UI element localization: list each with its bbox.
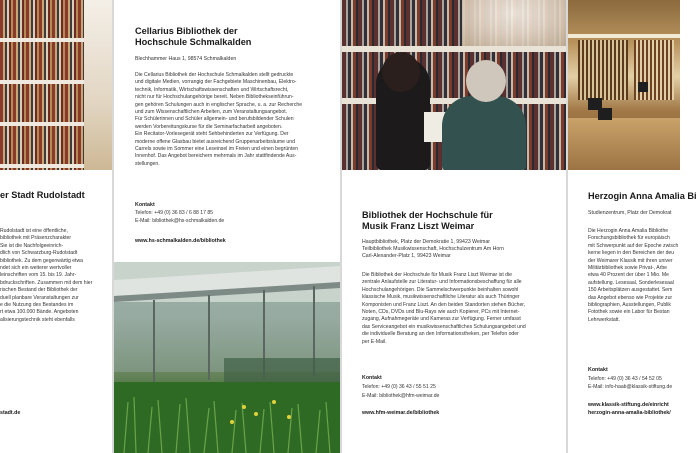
anna-amalia-title: Herzogin Anna Amalia Bi bbox=[588, 191, 697, 201]
body-line: zentrale Anlaufstelle zur Literatur- und Informationsbeschaffung für alle bbox=[362, 279, 522, 286]
body-line: Innenhof. Das Angebot bereichern mehrmals im Jahr stattfindende Aus- bbox=[135, 153, 297, 160]
body-line: das Serviceangebot ein musikwissenschaftliches Schulungsangebot und bbox=[362, 323, 526, 330]
weimar-music-url[interactable]: www.hfm-weimar.de/bibliothek bbox=[362, 410, 440, 416]
body-line: stellungen. bbox=[135, 160, 160, 167]
body-line: 150 Arbeitsplätzen ausgestattet. Sem bbox=[588, 287, 673, 294]
body-line: bibliographien, Ausstellungen, Publik bbox=[588, 302, 671, 309]
body-line: bibliothek mit Präsenzcharakter bbox=[0, 235, 72, 242]
body-line: Forschungsbibliothek für europäisch bbox=[588, 235, 670, 242]
address-line: Hauptbibliothek, Platz der Demokratie 1, 99423 Weimar bbox=[362, 239, 490, 245]
body-line: bdruckschriften. Zusammen mit dem hier bbox=[0, 279, 93, 286]
weimar-music-address bbox=[362, 239, 562, 260]
schmalkalden-address: Blechhammer Haus 1, 98574 Schmalkalden bbox=[135, 56, 237, 62]
body-line: Noten, CDs, DVDs und Blu-Rays wie auch Kopierer, PCs mit Internet- bbox=[362, 309, 520, 316]
anna-amalia-contact-label: Kontakt bbox=[588, 367, 608, 373]
body-line: zugang, Aufnahmegeräte und Kameras zur Verfügung. Ferner umfasst bbox=[362, 316, 521, 323]
anna-amalia-url-line[interactable]: www.klassik-stiftung.de/einricht bbox=[588, 402, 669, 408]
weimar-music-contact-label: Kontakt bbox=[362, 375, 382, 381]
body-line: Hochschulangehörigen. Die Sammelschwerpunkte beinhalten sowohl bbox=[362, 286, 519, 293]
body-line: ndet sich ein weiterer wertvoller bbox=[0, 265, 72, 272]
left-page bbox=[0, 0, 112, 453]
body-line: Die Cellarius Bibliothek der Hochschule Schmalkalden stellt gedruckte bbox=[135, 72, 294, 78]
body-line: technik, Informatik, Wirtschaftswissenschaften und Wirtschaftsrecht, bbox=[135, 86, 289, 93]
body-line: Komponisten und Franz Liszt. An den beiden Standorten stehen Bücher, bbox=[362, 301, 526, 308]
person-silhouette bbox=[442, 96, 526, 170]
body-line: und digitale Medien, vorrangig der Fachgebiete Maschinenbau, Elektro- bbox=[135, 79, 297, 86]
left-page-title: er Stadt Rudolstadt bbox=[0, 190, 85, 200]
title-line: Bibliothek der Hochschule für bbox=[362, 210, 493, 220]
body-line: aufstellung. Lesesaal, Sonderlesesaal bbox=[588, 279, 674, 286]
body-line: Die Herzogin Anna Amalia Bibliothe bbox=[588, 228, 669, 234]
body-line: Für Schülerinnen und Schüler allgemein- und berufsbildender Schulen bbox=[135, 116, 294, 123]
title-line: Musik Franz Liszt Weimar bbox=[362, 221, 475, 231]
body-line: etwa 40 Prozent der über 1 Mio. Me bbox=[588, 272, 669, 279]
schmalkalden-phone: Telefon: +49 (0) 36 83 / 6 88 17 85 bbox=[135, 210, 214, 216]
body-line: kerne liegen in den Bereichen der deu bbox=[588, 250, 675, 257]
body-line: klassische Musik, musikwissenschaftliche Literatur als auch Thüringer bbox=[362, 294, 520, 301]
schmalkalden-email[interactable]: E-Mail: bibliothek@hs-schmalkalden.de bbox=[135, 218, 225, 224]
title-text: Cellarius Bibliothek der Hochschule Schmalkalden bbox=[135, 26, 252, 47]
body-line: duell planbare Veranstaltungen zur bbox=[0, 294, 79, 301]
body-line: rt etwa 100.000 Bände. Angeboten bbox=[0, 309, 79, 316]
rococo-hall-photo bbox=[568, 0, 680, 170]
schmalkalden-title bbox=[135, 26, 335, 48]
body-line: Carrels sowie im Sommer eine Leseinsel im Freien und einen begrünten bbox=[135, 146, 299, 153]
body-line: e die Nutzung des Bestandes im bbox=[0, 302, 74, 309]
weimar-music-email[interactable]: E-Mail: bibliothek@hfm-weimar.de bbox=[362, 393, 440, 399]
body-line: Lehrwerkstatt. bbox=[588, 316, 620, 323]
anna-amalia-address: Studienzentrum, Platz der Demokrat bbox=[588, 210, 672, 216]
body-line: Militärbibliothek sowie Privat-, Arbe bbox=[588, 265, 667, 272]
body-line: Die Bibliothek der Hochschule für Musik Franz Liszt Weimar ist die bbox=[362, 272, 512, 278]
weimar-music-page bbox=[342, 0, 566, 453]
library-shelves-photo bbox=[0, 0, 84, 170]
body-line: der Weimarer Klassik mit ihren univer bbox=[588, 257, 673, 264]
body-line: gen gehören Schulungen auch in englischer Sprache, u. a. zur Recherche bbox=[135, 101, 303, 108]
weimar-music-phone: Telefon: +49 (0) 36 43 / 55 51 25 bbox=[362, 384, 436, 390]
body-line: per E-Mail. bbox=[362, 338, 387, 345]
body-line: rischen Bestand der Bibliothek der bbox=[0, 287, 78, 294]
schmalkalden-url[interactable]: www.hs-schmalkalden.de/bibliothek bbox=[135, 238, 226, 244]
schmalkalden-body bbox=[135, 72, 335, 168]
body-line: die individuelle Beratung an den Informationstheken, per Telefon oder bbox=[362, 331, 519, 338]
reading-photo bbox=[342, 0, 566, 170]
schmalkalden-page bbox=[114, 0, 340, 453]
body-line: das Angebot ebenso wie Projekte zur bbox=[588, 294, 673, 301]
anna-amalia-email[interactable]: E-Mail: info-haab@klassik-stiftung.de bbox=[588, 384, 673, 390]
weimar-music-title bbox=[362, 210, 562, 232]
body-line: moderne offene Glasbau bietet ausreichend Gruppenarbeitsräume und bbox=[135, 138, 295, 145]
glass-building-photo bbox=[114, 262, 340, 453]
left-page-url[interactable]: stadt.de bbox=[0, 410, 21, 416]
weimar-music-body bbox=[362, 272, 562, 346]
building-illustration bbox=[114, 262, 340, 453]
body-line: Rudolstadt ist eine öffentliche, bbox=[0, 228, 68, 234]
schmalkalden-contact-label: Kontakt bbox=[135, 202, 155, 208]
body-line: alisierungstechnik steht ebenfalls bbox=[0, 316, 75, 323]
address-line: Teilbibliothek Musikwissenschaft, Hochschulzentrum Am Horn bbox=[362, 246, 504, 252]
body-line: dlich von Schwarzburg-Rudolstadt bbox=[0, 250, 78, 257]
body-line: nicht nur für Hochschulangehörige bereit. Neben Bibliothekseinführun- bbox=[135, 94, 294, 101]
body-line: werden Vorbereitungskurse für die Seminarfacharbeit angeboten. bbox=[135, 123, 283, 130]
body-line: bibliothek. Zu dem gegenwärtig etwa bbox=[0, 257, 83, 264]
anna-amalia-phone: Telefon: +49 (0) 36 43 / 54 52 05 bbox=[588, 376, 662, 382]
body-line: Sie ist die Nachfolgeeinrich- bbox=[0, 242, 64, 249]
left-page-body bbox=[0, 228, 112, 324]
body-line: Fotothek sowie ein Labor für Bestan bbox=[588, 309, 670, 316]
body-line: leinschriften vom 15. bis 19. Jahr- bbox=[0, 272, 77, 279]
body-line: mit Schwerpunkt auf der Epoche zwisch bbox=[588, 242, 679, 249]
address-line: Carl-Alexander-Platz 1, 99423 Weimar bbox=[362, 253, 451, 259]
body-line: Ein Recitator-Vorlesegerät steht Sehbehinderten zur Verfügung. Der bbox=[135, 131, 289, 138]
photo-light-area bbox=[84, 0, 112, 170]
anna-amalia-body bbox=[588, 228, 680, 324]
body-line: und zum Wissenschaftlichen Arbeiten, zum Veranstaltungsangebot. bbox=[135, 109, 288, 116]
anna-amalia-url-line[interactable]: herzogin-anna-amalia-bibliothek/ bbox=[588, 410, 671, 416]
anna-amalia-page bbox=[568, 0, 697, 453]
